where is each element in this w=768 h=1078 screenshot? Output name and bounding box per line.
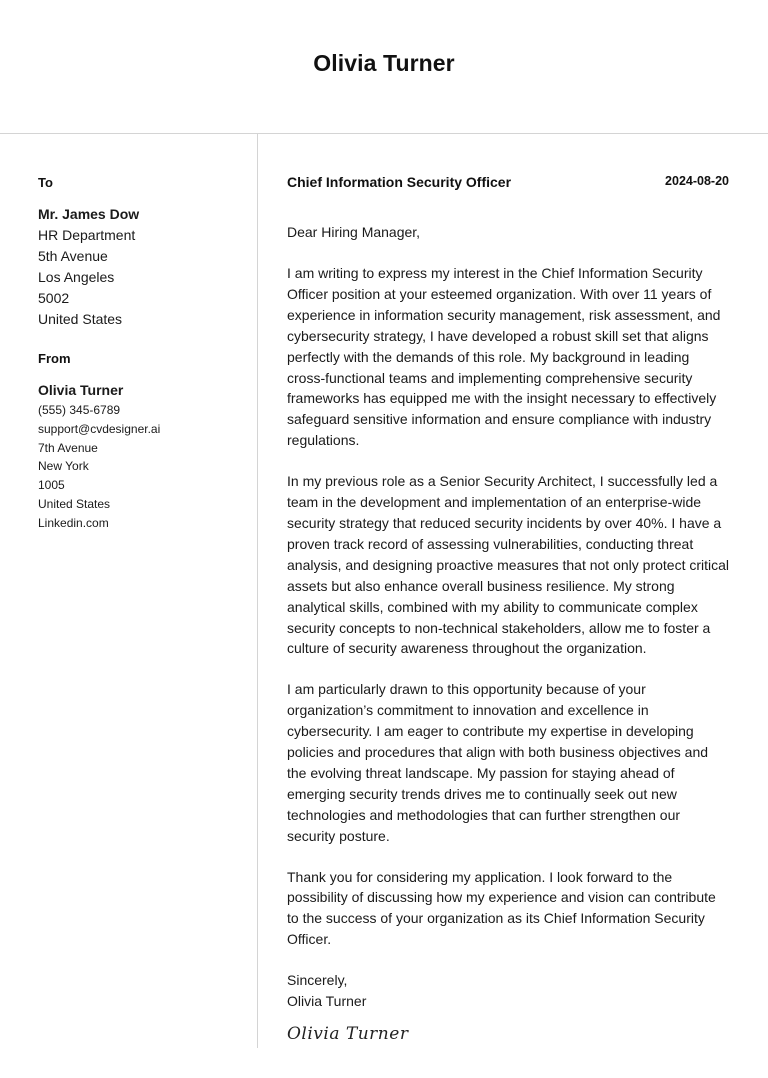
sender-name: Olivia Turner: [38, 382, 124, 398]
from-heading: From: [38, 351, 71, 366]
letter-header: [0, 0, 768, 134]
recipient-city: Los Angeles: [38, 269, 115, 285]
column-divider: [257, 134, 258, 1048]
paragraph-1: I am writing to express my interest in the Chief Information Security Officer position at your esteemed organization. With over 11 years of experience in information security management, risk assessment, and cybersecurity strategy, I have developed a robust skill set that aligns perfectly with the demands of this role. My background in leading cross-functional teams and implementing comprehensive security frameworks has equipped me with the insight necessary to effectively safeguard sensitive information and ensure compliance with industry regulations.: [287, 265, 721, 449]
salutation: Dear Hiring Manager,: [287, 224, 421, 240]
letter-meta: [287, 170, 729, 194]
paragraph-3: I am particularly drawn to this opportunity because of your organization’s commitment to innovation and excellence in cybersecurity. I am eager to contribute my expertise in developing policies and procedures that align with both business objectives and the evolving threat landscape. My passion for staying ahead of emerging security trends drives me to continually seek out new technologies and methodologies that can further strengthen our security posture.: [287, 681, 709, 844]
sender-country: United States: [38, 496, 111, 511]
recipient-name: Mr. James Dow: [38, 206, 140, 222]
paragraph-4: Thank you for considering my application. I look forward to the possibility of discussing how my experience and vision can contribute to the success of your organization as its Chief Information Security Officer.: [287, 868, 716, 948]
header-divider: [0, 133, 768, 134]
letter-body: [287, 170, 729, 1044]
job-title: Chief Information Security Officer: [287, 174, 512, 190]
recipient-country: United States: [38, 311, 123, 327]
closing: [287, 970, 729, 1012]
paragraph-2: In my previous role as a Senior Security Architect, I successfully led a team in the development and implementation of an enterprise-wide security strategy that reduced security incidents by over 40%. I have a proven track record of assessing vulnerabilities, conducting threat analysis, and designing proactive measures that not only protect critical assets but also enhance overall business resilience. My strong analytical skills, combined with my ability to communicate complex security concepts to non-technical stakeholders, allow me to foster a culture of security awareness throughout the organization.: [287, 473, 730, 657]
letter-date: 2024-08-20: [665, 174, 729, 188]
recipient-department: HR Department: [38, 227, 136, 243]
recipient-zip: 5002: [38, 290, 70, 306]
sender-phone: (555) 345-6789: [38, 403, 121, 417]
signature: Olivia Turner: [287, 1024, 409, 1045]
sender-email: support@cvdesigner.ai: [38, 421, 161, 436]
recipient-street: 5th Avenue: [38, 248, 108, 264]
closing-phrase: Sincerely,: [287, 972, 348, 989]
sender-city: New York: [38, 459, 89, 474]
sender-website: Linkedin.com: [38, 515, 109, 530]
sender-street: 7th Avenue: [38, 440, 98, 455]
page-title: Olivia Turner: [313, 50, 455, 76]
closing-name: Olivia Turner: [287, 993, 367, 1010]
sender-zip: 1005: [38, 478, 65, 493]
sidebar: [38, 170, 248, 533]
to-heading: To: [38, 175, 53, 190]
